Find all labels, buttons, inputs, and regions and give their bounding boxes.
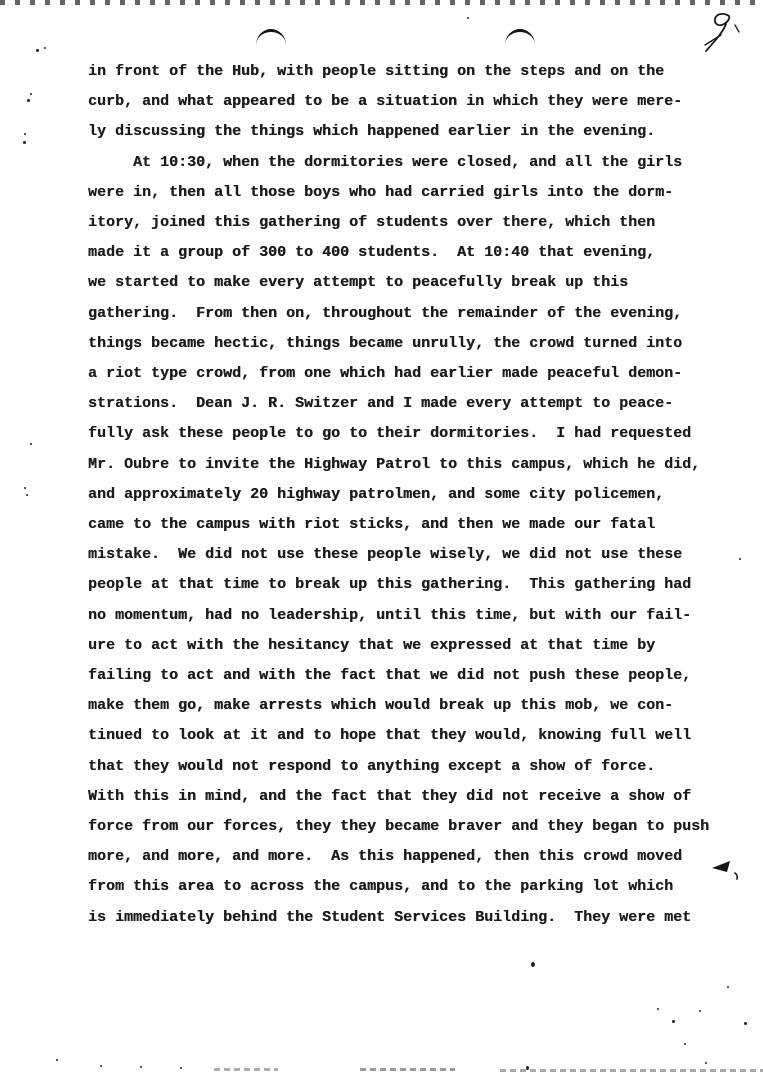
text-line: Mr. Oubre to invite the Highway Patrol to this campus, which he did,: [88, 455, 701, 473]
arc-mark-right: [505, 29, 535, 45]
text-line: from this area to across the campus, and to the parking lot which: [88, 878, 674, 896]
arc-mark-left: [256, 29, 286, 45]
scan-speck: [24, 487, 26, 489]
scan-speck: [699, 1010, 701, 1012]
bottom-edge-dash: [214, 1068, 278, 1071]
scan-speck: [100, 1065, 102, 1067]
text-line: we started to make every attempt to peacefully break up this: [88, 274, 629, 292]
scan-speck: [180, 1067, 182, 1069]
text-line: curb, and what appeared to be a situation in which they were mere-: [88, 93, 683, 111]
scan-speck: [672, 1020, 675, 1023]
text-line: force from our forces, they they became braver and they began to push: [88, 818, 710, 836]
scan-speck: [23, 141, 26, 144]
scan-speck: [27, 99, 30, 102]
text-line: At 10:30, when the dormitories were closed, and all the girls: [88, 153, 683, 171]
text-line: strations. Dean J. R. Switzer and I made every attempt to peace-: [88, 395, 674, 413]
scan-speck: [30, 443, 32, 445]
scan-speck: [744, 1022, 747, 1025]
stray-arrow-mark: [708, 858, 744, 884]
scan-speck: [467, 17, 469, 19]
bottom-edge-dash: [500, 1069, 763, 1072]
text-line: fully ask these people to go to their dormitories. I had requested: [88, 425, 692, 443]
text-line: were in, then all those boys who had carried girls into the dorm-: [88, 183, 674, 201]
text-line: no momentum, had no leadership, until this time, but with our fail-: [88, 606, 692, 624]
scan-speck: [727, 986, 729, 988]
text-line: made it a group of 300 to 400 students. At 10:40 that evening,: [88, 244, 656, 262]
scan-speck: [657, 1008, 659, 1010]
bottom-edge-dash: [360, 1068, 455, 1071]
text-line: that they would not respond to anything except a show of force.: [88, 757, 656, 775]
scan-speck: [531, 962, 535, 967]
text-line: is immediately behind the Student Services Building. They were met: [88, 908, 692, 926]
text-line: ure to act with the hesitancy that we expressed at that time by: [88, 636, 656, 654]
scan-speck: [26, 494, 28, 496]
text-line: gathering. From then on, throughout the remainder of the evening,: [88, 304, 683, 322]
text-line: ly discussing the things which happened earlier in the evening.: [88, 123, 656, 141]
scan-speck: [24, 133, 26, 135]
text-line: things became hectic, things became unrully, the crowd turned into: [88, 334, 683, 352]
scan-speck: [36, 49, 39, 52]
scan-speck: [140, 1066, 142, 1068]
text-line: a riot type crowd, from one which had earlier made peaceful demon-: [88, 365, 683, 383]
text-line: make them go, make arrests which would break up this mob, we con-: [88, 697, 674, 715]
text-line: failing to act and with the fact that we did not push these people,: [88, 667, 692, 685]
text-line: more, and more, and more. As this happened, then this crowd moved: [88, 848, 683, 866]
text-line: and approximately 20 highway patrolmen, and some city policemen,: [88, 485, 665, 503]
scan-speck: [56, 1059, 58, 1061]
perforation-top-edge: [0, 0, 763, 5]
scan-speck: [44, 47, 46, 49]
text-line: itory, joined this gathering of students over there, which then: [88, 214, 656, 232]
handwritten-page-number: [698, 10, 748, 60]
scan-speck: [739, 558, 741, 560]
text-line: in front of the Hub, with people sitting on the steps and on the: [88, 63, 665, 80]
text-line: tinued to look at it and to hope that they would, knowing full well: [88, 727, 692, 745]
scan-speck: [684, 1043, 686, 1045]
scan-speck: [30, 93, 32, 95]
text-line: mistake. We did not use these people wisely, we did not use these: [88, 546, 683, 564]
scan-speck: [705, 1062, 707, 1064]
text-line: people at that time to break up this gathering. This gathering had: [88, 576, 692, 594]
typewritten-text-block: [88, 57, 736, 933]
text-line: With this in mind, and the fact that they did not receive a show of: [88, 787, 692, 805]
text-line: came to the campus with riot sticks, and then we made our fatal: [88, 516, 656, 534]
